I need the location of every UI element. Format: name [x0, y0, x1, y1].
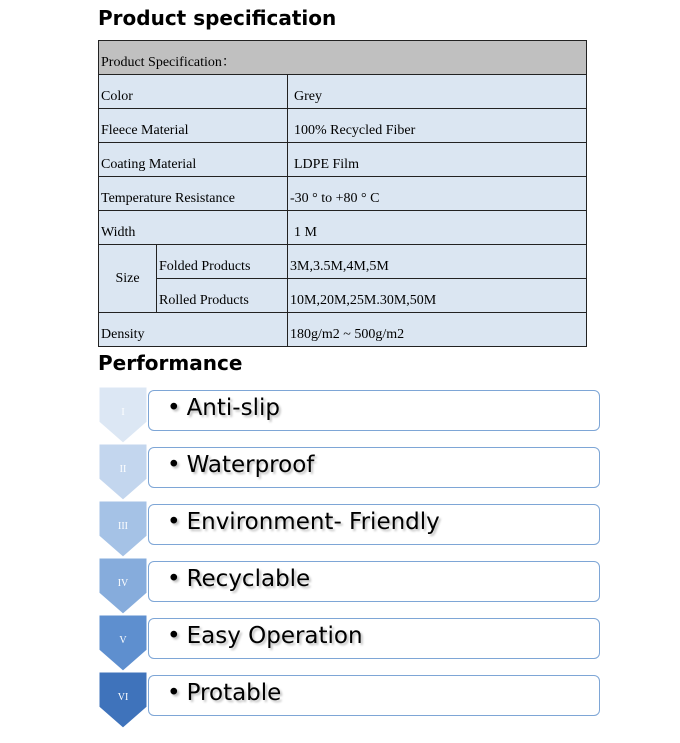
chevron-arrow-icon: [98, 614, 148, 672]
chevron-arrow-icon: [98, 557, 148, 615]
row-sublabel-rolled: Rolled Products: [157, 279, 288, 313]
row-label-width: Width: [99, 211, 288, 245]
bullet-icon: •: [167, 680, 181, 706]
performance-heading: Performance: [98, 351, 243, 375]
row-value-folded: 3M,3.5M,4M,5M: [288, 245, 587, 279]
performance-bar: [148, 561, 600, 602]
performance-text: [167, 566, 310, 592]
row-label-density: Density: [99, 313, 288, 347]
performance-bar: [148, 504, 600, 545]
table-row: [99, 109, 587, 143]
row-label-fleece: Fleece Material: [99, 109, 288, 143]
performance-label: Easy Operation: [186, 623, 363, 649]
step-numeral: II: [119, 464, 127, 475]
row-value-rolled: 10M,20M,25M.30M,50M: [288, 279, 587, 313]
performance-text: [167, 452, 314, 478]
row-label-size: Size: [99, 245, 157, 313]
row-label-color: Color: [99, 75, 288, 109]
performance-bar: [148, 390, 600, 431]
performance-label: Environment- Friendly: [186, 509, 440, 535]
step-numeral: VI: [117, 692, 129, 703]
chevron-arrow-icon: [98, 443, 148, 501]
performance-item: [98, 614, 604, 671]
specification-table: [98, 40, 587, 347]
bullet-icon: •: [167, 566, 181, 592]
table-row: [99, 177, 587, 211]
performance-text: [167, 680, 281, 706]
table-row: [99, 211, 587, 245]
step-numeral: IV: [117, 578, 129, 589]
bullet-icon: •: [167, 452, 181, 478]
row-label-coating: Coating Material: [99, 143, 288, 177]
performance-label: Anti-slip: [186, 395, 280, 421]
performance-bar: [148, 447, 600, 488]
step-numeral: III: [118, 521, 128, 532]
bullet-icon: •: [167, 623, 181, 649]
row-value-fleece: 100% Recycled Fiber: [288, 109, 587, 143]
performance-label: Recyclable: [186, 566, 311, 592]
performance-item: [98, 386, 604, 443]
table-title: Product Specification：: [99, 41, 587, 75]
table-row: [99, 279, 587, 313]
performance-bar: [148, 675, 600, 716]
performance-label: Protable: [186, 680, 282, 706]
chevron-arrow-icon: [98, 386, 148, 444]
table-row: [99, 245, 587, 279]
performance-text: [167, 623, 363, 649]
chevron-arrow-icon: [98, 671, 148, 729]
performance-label: Waterproof: [186, 452, 315, 478]
performance-item: [98, 443, 604, 500]
row-value-width: 1 M: [288, 211, 587, 245]
performance-list: [98, 386, 604, 728]
table-row: [99, 313, 587, 347]
performance-bar: [148, 618, 600, 659]
performance-item: [98, 671, 604, 728]
row-value-density: 180g/m2 ~ 500g/m2: [288, 313, 587, 347]
table-header-row: [99, 41, 587, 75]
table-row: [99, 75, 587, 109]
row-label-temperature: Temperature Resistance: [99, 177, 288, 211]
row-value-temperature: -30 ° to +80 ° C: [288, 177, 587, 211]
bullet-icon: •: [167, 395, 181, 421]
row-value-color: Grey: [288, 75, 587, 109]
step-numeral: I: [121, 407, 125, 418]
performance-item: [98, 557, 604, 614]
performance-item: [98, 500, 604, 557]
bullet-icon: •: [167, 509, 181, 535]
product-specification-heading: Product specification: [98, 6, 337, 30]
row-value-coating: LDPE Film: [288, 143, 587, 177]
table-row: [99, 143, 587, 177]
step-numeral: V: [119, 635, 127, 646]
chevron-arrow-icon: [98, 500, 148, 558]
row-sublabel-folded: Folded Products: [157, 245, 288, 279]
performance-text: [167, 395, 280, 421]
performance-text: [167, 509, 440, 535]
